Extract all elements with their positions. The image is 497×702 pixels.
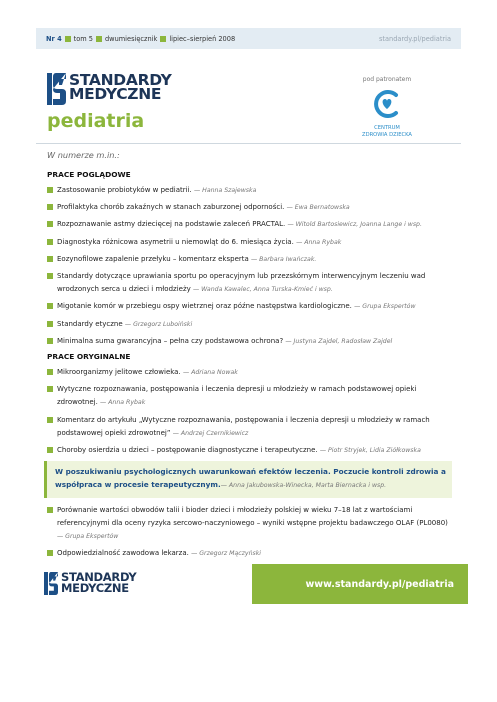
issue-meta — [46, 35, 235, 43]
article-authors: — Wanda Kawalec, Anna Turska-Kmieć i wsp. — [193, 286, 333, 294]
table-of-contents — [47, 150, 452, 564]
highlighted-article[interactable] — [44, 461, 452, 497]
article-title: Komentarz do artykułu „Wytyczne rozpoznawania, postępowania i leczenia depresji u młodzieży w ramach podstawowej opieki zdrowotnej” — [57, 415, 430, 437]
article-title: Standardy etyczne — [57, 319, 123, 328]
standardy-medyczne-logo — [47, 73, 172, 105]
article-title: Standardy dotyczące uprawiania sportu po operacyjnym lub przezskórnym interwencyjnym leczeniu wad wrodzonych serca u dzieci i młodzieży — [57, 272, 426, 294]
article-item[interactable] — [47, 547, 452, 560]
article-title: Odpowiedzialność zawodowa lekarza. — [57, 549, 189, 558]
article-authors: — Grzegorz Luboiński — [124, 320, 193, 328]
article-item[interactable] — [47, 414, 452, 440]
article-item[interactable] — [47, 253, 452, 266]
article-title: Diagnostyka różnicowa asymetrii u niemowląt do 6. miesiąca życia. — [57, 237, 294, 246]
article-authors: — Adriana Nowak — [182, 369, 238, 377]
footer-logo-mark-icon — [44, 572, 59, 595]
header-url-link[interactable]: standardy.pl/pediatria — [378, 34, 451, 43]
article-authors: — Piotr Stryjek, Lidia Ziółkowska — [319, 447, 421, 455]
highlight-title: W poszukiwaniu psychologicznych uwarunkowań efektów leczenia. Poczucie kontroli zdrowia a współpraca w procesie terapeutycznym. — [55, 467, 446, 490]
green-square-icon — [96, 36, 102, 42]
patronage-block — [357, 76, 417, 139]
article-item[interactable] — [47, 366, 452, 379]
logo-mark-icon — [47, 73, 67, 105]
article-item[interactable] — [47, 318, 452, 331]
article-authors: — Justyna Zajdel, Radosław Zajdel — [285, 337, 393, 345]
article-title: Choroby osierdzia u dzieci – postępowanie diagnostyczne i terapeutyczne. — [57, 446, 318, 455]
article-title: Minimalna suma gwarancyjna – pełna czy podstawowa ochrona? — [57, 336, 284, 345]
frequency: dwumiesięcznik — [105, 34, 158, 43]
footer-logo — [44, 572, 136, 595]
journal-title: pediatria — [47, 110, 145, 132]
article-authors: — Witold Bartosiewicz, Joanna Lange i wsp. — [287, 221, 422, 229]
article-item[interactable] — [47, 444, 452, 457]
article-title: Rozpoznawanie astmy dziecięcej na podstawie zaleceń PRACTAL. — [57, 220, 286, 229]
article-title: Porównanie wartości obwodów talii i bioder dzieci i młodzieży polskiej w wieku 7–18 lat z wartościami referencyjnymi dla oceny ryzyka sercowo-naczyniowego – wyniki wstępne projektu badawczego OLAF (PL0080) — [57, 505, 448, 527]
article-title: Mikroorganizmy jelitowe człowieka. — [57, 368, 181, 377]
article-item[interactable] — [47, 270, 452, 296]
article-authors: — Grupa Ekspertów — [57, 533, 119, 541]
patronage-label: pod patronatem — [362, 76, 412, 83]
article-authors: — Hanna Szajewska — [194, 187, 257, 194]
article-authors: — Grzegorz Mączyński — [191, 550, 262, 558]
footer-url-link[interactable]: www.standardy.pl/pediatria — [305, 578, 454, 590]
article-item[interactable] — [47, 504, 452, 544]
logo-line-2: MEDYCZNE — [69, 85, 162, 103]
article-authors: — Ewa Bernatowska — [286, 204, 350, 212]
logo-line-1: STANDARDY — [69, 71, 172, 89]
green-square-icon — [160, 36, 166, 42]
article-title: Zastosowanie probiotyków w pediatrii. — [57, 186, 192, 194]
issue-bar — [36, 28, 461, 49]
article-authors: — Grupa Ekspertów — [354, 303, 416, 311]
article-authors: — Anna Rybak — [100, 399, 146, 407]
article-item[interactable] — [47, 236, 452, 249]
article-title: Eozynofilowe zapalenie przełyku – komentarz eksperta — [57, 254, 249, 263]
issue-number: Nr 4 — [46, 34, 62, 43]
period: lipiec–sierpień 2008 — [169, 34, 236, 43]
footer-url-bar[interactable] — [252, 564, 468, 604]
volume: tom 5 — [73, 34, 93, 43]
header-divider — [36, 143, 461, 144]
section-heading-review: PRACE POGLĄDOWE — [47, 170, 131, 179]
article-authors: — Anna Rybak — [296, 238, 342, 246]
article-title: Profilaktyka chorób zakaźnych w stanach zaburzonej odporności. — [57, 203, 285, 212]
intro-text: W numerze m.in.: — [47, 150, 120, 160]
footer-logo-line-2: MEDYCZNE — [61, 581, 129, 595]
patron-org-line-2: ZDROWIA DZIECKA — [362, 132, 412, 138]
footer-logo-line-1: STANDARDY — [61, 570, 137, 584]
czd-emblem-icon — [372, 89, 402, 119]
article-authors: — Andrzej Czernikiewicz — [172, 429, 249, 437]
green-square-icon — [65, 36, 71, 42]
highlight-authors: — Anna Jakubowska-Winecka, Marta Biernacka i wsp. — [220, 482, 387, 490]
article-item[interactable] — [47, 300, 452, 313]
article-item[interactable] — [47, 201, 452, 214]
article-title: Wytyczne rozpoznawania, postępowania i leczenia depresji u młodzieży w ramach podstawowej opieki zdrowotnej. — [57, 385, 417, 407]
article-item[interactable] — [47, 383, 452, 409]
patron-org-line-1: CENTRUM — [374, 125, 400, 131]
article-item[interactable] — [47, 218, 452, 231]
article-item[interactable] — [47, 335, 452, 348]
article-item[interactable] — [47, 184, 452, 197]
section-heading-original: PRACE ORYGINALNE — [47, 352, 131, 362]
article-authors: — Barbara Iwańczak. — [251, 255, 317, 263]
article-title: Migotanie komór w przebiegu ospy wietrznej oraz późne następstwa kardiologiczne. — [57, 302, 352, 311]
